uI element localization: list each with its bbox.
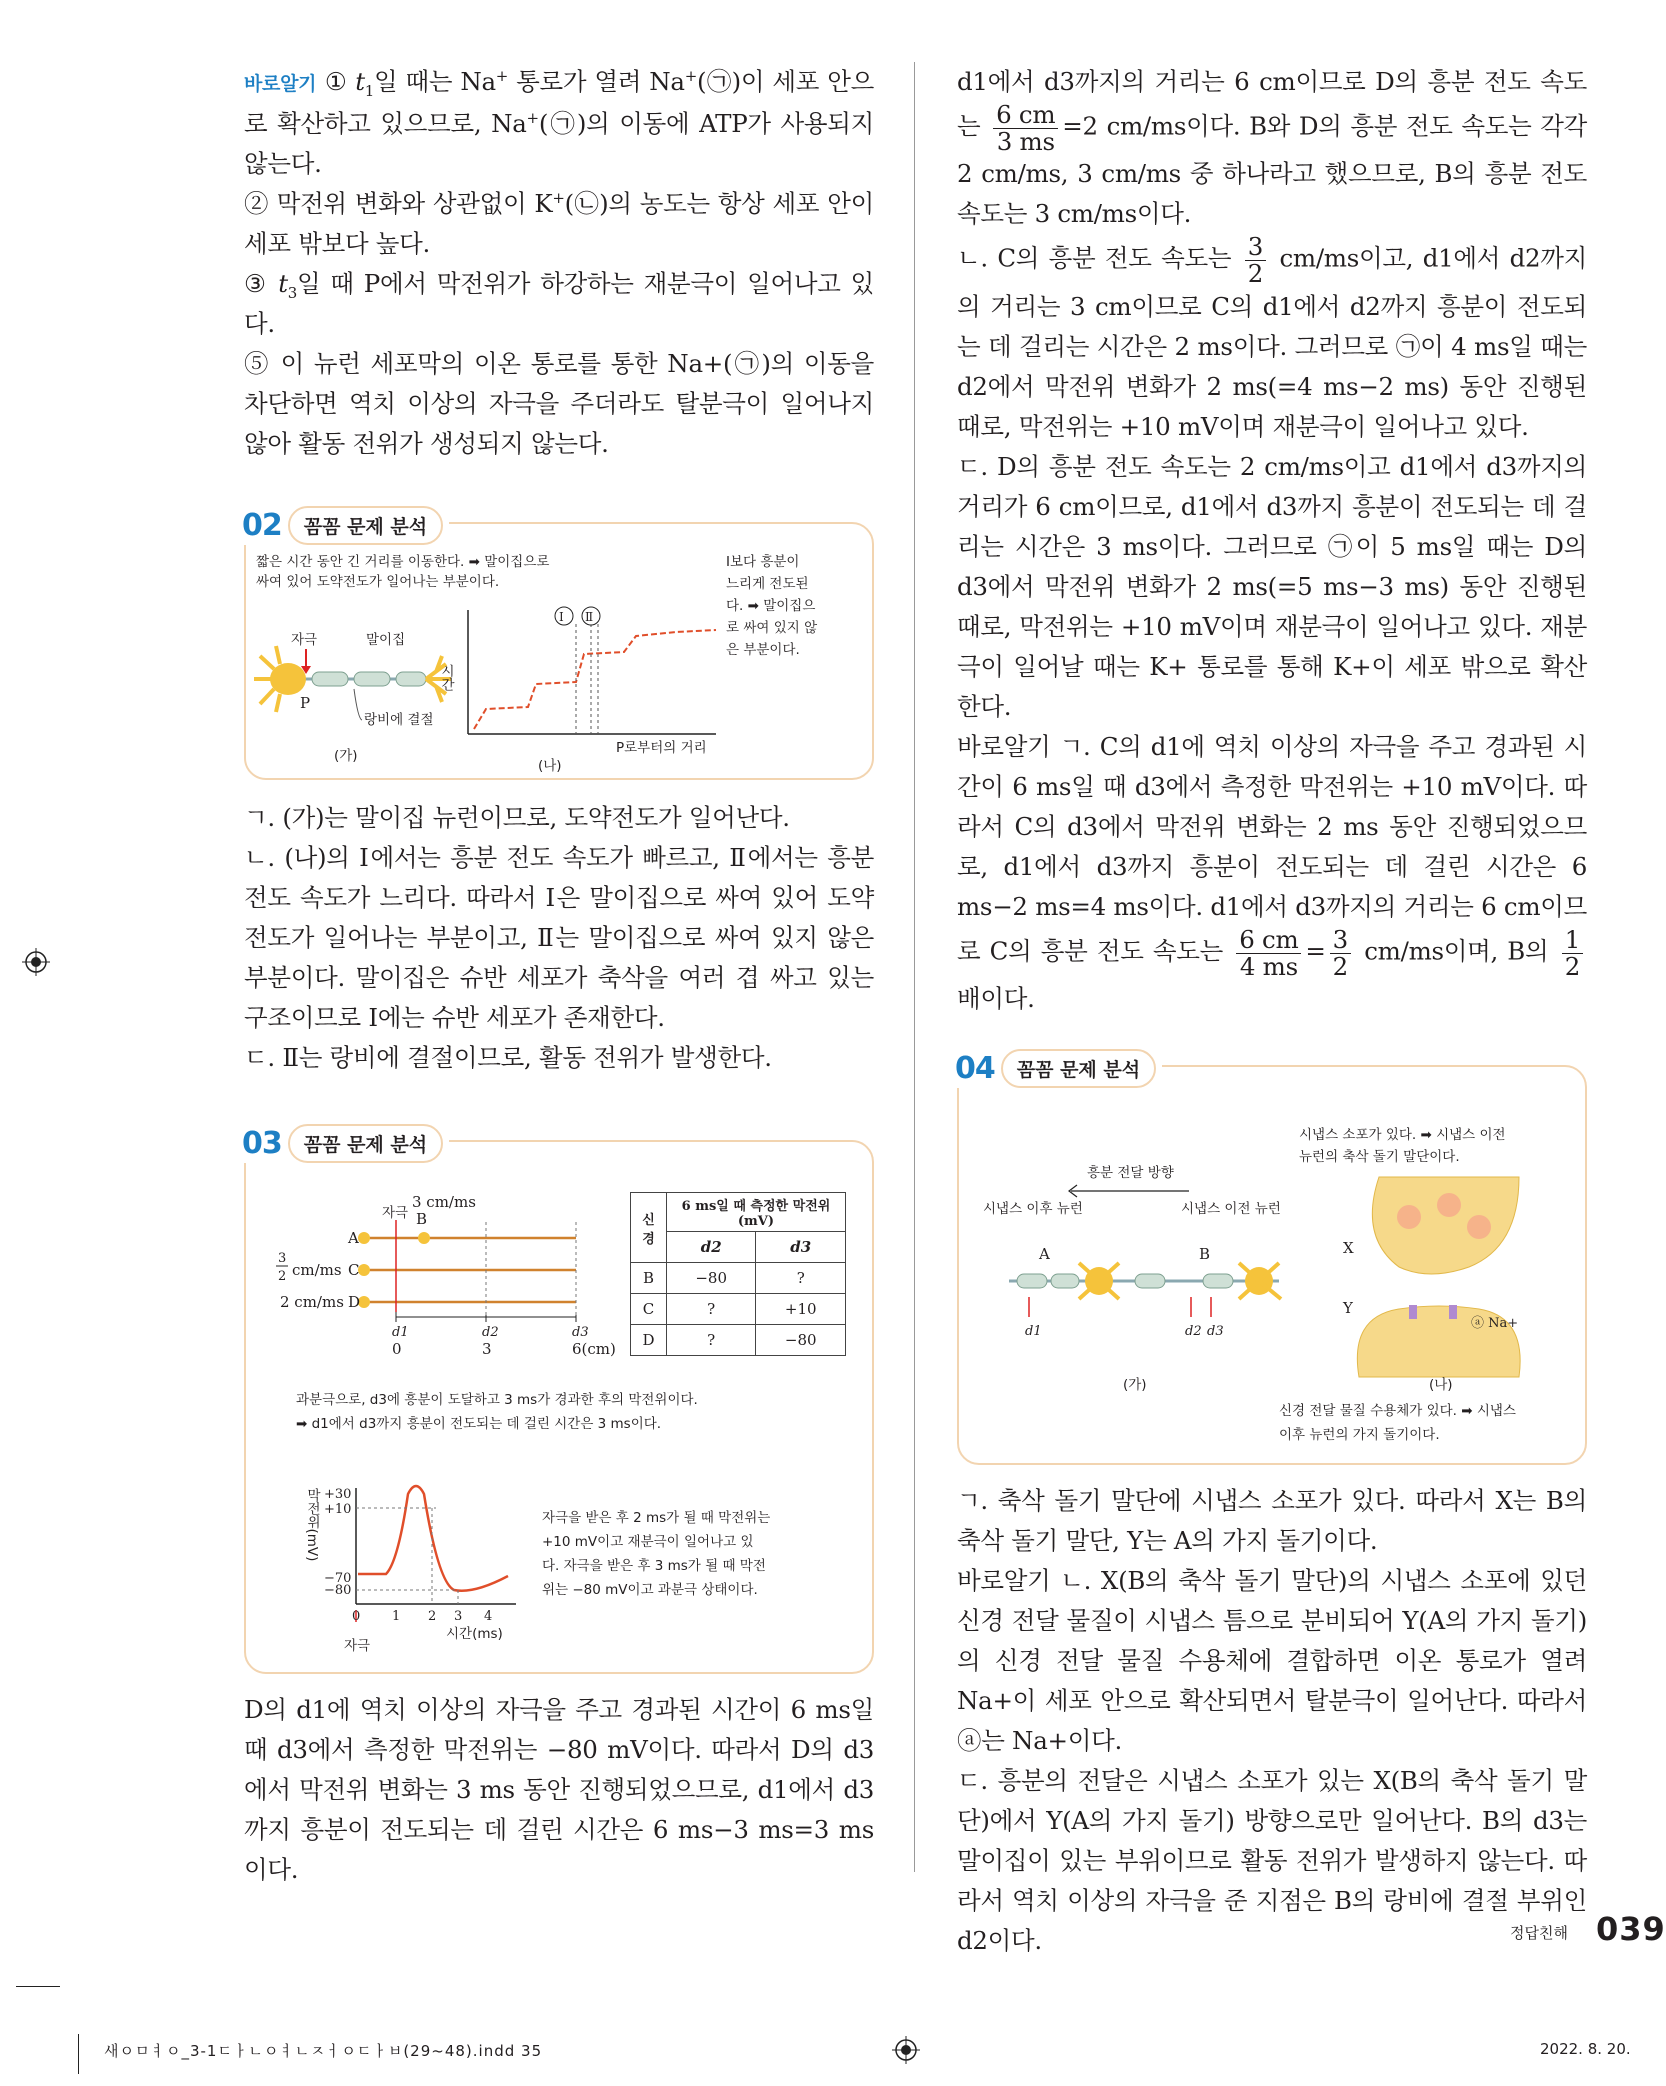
graph-y70: −70	[324, 1571, 352, 1586]
note-receptor-2: 이후 뉴런의 가지 돌기이다.	[1279, 1427, 1440, 1444]
note-vesicle-1: 시냅스 소포가 있다. ➡ 시냅스 이전	[1299, 1127, 1506, 1144]
caption-a: (가)	[334, 748, 358, 764]
note-hyperpolar: 과분극으로, d3에 흥분이 도달하고 3 ms가 경과한 후의 막전위이다.	[296, 1392, 698, 1408]
crop-mark	[16, 1986, 60, 1987]
registration-mark-icon	[892, 2036, 920, 2064]
page-number: 039	[1596, 1910, 1666, 1948]
right-para-1	[957, 62, 1587, 234]
table-row	[631, 1263, 846, 1294]
footer-section: 정답친해	[1510, 1924, 1568, 1942]
graph-xlabel: 시간(ms)	[446, 1626, 503, 1642]
registration-mark-icon	[22, 948, 50, 976]
caption-b: (나)	[1429, 1377, 1453, 1394]
figure-02	[246, 524, 874, 778]
table-cell: ?	[756, 1263, 846, 1294]
label-II: Ⅱ	[585, 610, 594, 624]
answer-02-c: ㄷ. Ⅱ는 랑비에 결절이므로, 활동 전위가 발생한다.	[244, 1043, 772, 1072]
figure-04	[959, 1067, 1587, 1463]
text: 배이다.	[957, 984, 1035, 1014]
column-divider	[914, 62, 915, 1872]
neuron-b-top: B	[416, 1210, 428, 1228]
answer-02-b: ㄴ. (나)의 Ⅰ에서는 흥분 전도 속도가 빠르고, Ⅱ에서는 흥분 전도 속도가 느리다. 따라서 Ⅰ은 말이집으로 싸여 있어 도약전도가 일어나는 부분이고, Ⅱ는 말이집으로 싸여 있지 않은 부분이다. 말이집은 슈반 세포가 축삭을 여러 겹 싸고 있는 구조이므로 Ⅰ에는 슈반 세포가 존재한다.	[244, 843, 874, 1032]
label-x: X	[1343, 1239, 1354, 1258]
note-slow-1: Ⅰ보다 흥분이	[726, 554, 800, 570]
answer-04	[957, 1481, 1587, 1961]
note-slow-4: 로 싸여 있지 않	[726, 620, 818, 636]
caption-a: (가)	[1123, 1377, 1147, 1394]
answer-04-a: ㄱ. 축삭 돌기 말단에 시냅스 소포가 있다. 따라서 X는 B의 축삭 돌기 말단, Y는 A의 가지 돌기이다.	[957, 1486, 1587, 1556]
right-para-3: ㄷ. D의 흥분 전도 속도는 2 cm/ms이고 d1에서 d3까지의 거리가 6 cm이므로, d1에서 d3까지 흥분이 전도되는 데 걸리는 시간은 3 ms이다. 그러므로 ㉠이 5 ms일 때는 D의 d3에서 막전위 변화가 2 ms(=5 ms−3 ms) 동안 진행된 때로, 막전위는 +10 mV이며 재분극이 일어나고 있다. 재분극이 일어날 때는 K+ 통로를 통해 K+이 세포 밖으로 확산한다.	[957, 451, 1587, 721]
axis-0: 0	[392, 1340, 402, 1358]
table-col-d2: d2	[666, 1232, 756, 1263]
note-slow-2: 느리게 전도된	[726, 576, 809, 592]
note-fast-part: 짧은 시간 동안 긴 거리를 이동한다. ➡ 말이집으로	[256, 554, 550, 570]
analysis-box-04	[955, 1051, 1587, 1465]
table-cell: −80	[666, 1263, 756, 1294]
analysis-box-02	[242, 508, 874, 780]
answer-02-a: ㄱ. (가)는 말이집 뉴런이므로, 도약전도가 일어난다.	[244, 803, 790, 832]
neuron-d: D	[348, 1293, 361, 1311]
text: cm/ms이며, B의	[1364, 936, 1549, 966]
table-col-d3: d3	[756, 1232, 846, 1263]
answer-03: D의 d1에 역치 이상의 자극을 주고 경과된 시간이 6 ms일 때 d3에서 측정한 막전위는 −80 mV이다. 따라서 D의 d3에서 막전위 변화는 3 ms 동안 진행되었으므로, d1에서 d3까지 흥분이 전도되는 데 걸린 시간은 6 ms−3 ms=3 ms이다.	[244, 1695, 874, 1884]
text: cm/ms이고, d1에서 d2까지의 거리는 3 cm이므로 C의 d1에서 d2까지 흥분이 전도되는 데 걸리는 시간은 2 ms이다. 그러므로 ㉠이 4 ms일 때는 d2에서 막전위 변화가 2 ms(=4 ms−2 ms) 동안 진행된 때로, 막전위는 +10 mV이며 재분극이 일어나고 있다.	[957, 244, 1588, 441]
label-direction: 흥분 전달 방향	[1087, 1165, 1174, 1182]
fraction: $\frac{6 cm}{4 ms}$	[1236, 927, 1301, 979]
table-row	[631, 1325, 846, 1356]
label-node: 랑비에 결절	[364, 712, 434, 728]
pointer-node	[354, 689, 362, 720]
table-cell: B	[631, 1263, 667, 1294]
label-post-neuron: 시냅스 이후 뉴런	[983, 1201, 1083, 1218]
print-date: 2022. 8. 20.	[1540, 2040, 1631, 2058]
speed-c-unit: cm/ms	[292, 1261, 342, 1279]
graph-note-4: 위는 −80 mV이고 과분극 상태이다.	[542, 1582, 758, 1598]
paragraph: ② 막전위 변화와 상관없이 K+(㉡)의 농도는 항상 세포 안이 세포 밖보다 높다.	[244, 188, 875, 258]
graph-note-2: +10 mV이고 재분극이 일어나고 있	[542, 1534, 754, 1550]
box-title: 꼼꼼 문제 분석	[1001, 1049, 1156, 1088]
two-neuron-illustration	[1009, 1263, 1281, 1317]
right-column	[957, 62, 1587, 1961]
table-cell: ?	[666, 1294, 756, 1325]
note-slow-5: 은 부분이다.	[726, 642, 800, 658]
fraction: $\frac{1}{2}$	[1562, 927, 1583, 979]
mark-d1: d1	[1025, 1324, 1042, 1340]
mark-d2: d2	[482, 1325, 499, 1340]
label-y: Y	[1343, 1299, 1353, 1318]
graph-ylabel: 막전위(mV)	[304, 1488, 320, 1562]
figure-03	[246, 1142, 874, 1672]
table-cell: −80	[756, 1325, 846, 1356]
text: ㄴ. C의 흥분 전도 속도는	[957, 244, 1232, 274]
myelinated-neuron-illustration	[254, 646, 451, 712]
note-receptor-1: 신경 전달 물질 수용체가 있다. ➡ 시냅스	[1279, 1403, 1516, 1420]
text: =	[1305, 936, 1326, 966]
box-title: 꼼꼼 문제 분석	[288, 1124, 443, 1163]
box-number: 02	[242, 508, 282, 543]
speed-c-num: 3	[278, 1251, 287, 1266]
potential-table	[630, 1192, 850, 1362]
graph-y80: −80	[324, 1583, 352, 1598]
left-column	[244, 62, 874, 1890]
graph-x1: 1	[392, 1609, 401, 1624]
fraction: $\frac{6 cm}{3 ms}$	[993, 102, 1058, 154]
graph-y10: +10	[324, 1502, 352, 1517]
right-para-2	[957, 234, 1587, 446]
table-cell: D	[631, 1325, 667, 1356]
axis-3: 3	[482, 1340, 492, 1358]
crop-mark	[78, 2034, 79, 2074]
table-row	[631, 1294, 846, 1325]
note-fast-part-2: 싸여 있어 도약전도가 일어나는 부분이다.	[256, 574, 500, 590]
note-vesicle-2: 뉴런의 축삭 돌기 말단이다.	[1299, 1149, 1460, 1166]
graph-x4: 4	[484, 1609, 493, 1624]
graph-note-1: 자극을 받은 후 2 ms가 될 때 막전위는	[542, 1510, 771, 1526]
note-time: ➡ d1에서 d3까지 흥분이 전도되는 데 걸린 시간은 3 ms이다.	[296, 1416, 662, 1432]
fraction: $\frac{3}{2}$	[1330, 927, 1351, 979]
neuron-a: A	[1039, 1245, 1050, 1264]
speed-c-den: 2	[278, 1269, 287, 1284]
mark-d1: d1	[392, 1325, 409, 1340]
neuron-lines	[358, 1220, 576, 1322]
neuron-c: C	[348, 1261, 360, 1279]
paragraph: ⑤ 이 뉴런 세포막의 이온 통로를 통한 Na+(㉠)의 이동을 차단하면 역치 이상의 자극을 주더라도 탈분극이 일어나지 않아 활동 전위가 생성되지 않는다.	[244, 349, 874, 458]
graph-x2: 2	[428, 1609, 437, 1624]
answer-04-c: ㄷ. 흥분의 전달은 시냅스 소포가 있는 X(B의 축삭 돌기 말단)에서 Y(A의 가지 돌기) 방향으로만 일어난다. B의 d3는 말이집이 있는 부위이므로 활동 전위가 발생하지 않는다. 따라서 역치 이상의 자극을 준 지점은 B의 랑비에 결절 부위인 d2이다.	[957, 1766, 1587, 1956]
answer-02	[244, 798, 874, 1078]
mark-d3: d3	[1207, 1324, 1224, 1340]
table-cell: C	[631, 1294, 667, 1325]
caption-b-visible: (나)	[538, 758, 562, 774]
table-header-nerve: 신경	[631, 1193, 667, 1263]
mark-d2: d2	[1185, 1324, 1202, 1340]
note-slow-3: 다. ➡ 말이집으	[726, 598, 816, 614]
axis-6: 6(cm)	[572, 1340, 616, 1358]
box-number: 04	[955, 1051, 995, 1087]
graph-note-3: 다. 자극을 받은 후 3 ms가 될 때 막전	[542, 1558, 766, 1574]
label-p: P	[300, 694, 311, 712]
text: =2 cm/ms이다. B와 D의 흥분 전도 속도는 각각 2 cm/ms, 3 cm/ms 중 하나라고 했으므로, B의 흥분 전도 속도는 3 cm/ms이다.	[957, 111, 1588, 229]
speed-d: 2 cm/ms	[280, 1293, 344, 1311]
answer-01-correction: 바로알기 ① $t_1$일 때는 Na+ 통로가 열려 Na+(㉠)이 세포 안으로 확산하고 있으므로, Na+(㉠)의 이동에 ATP가 사용되지 않는다.	[244, 66, 874, 178]
label-na: ⓐ Na+	[1471, 1316, 1519, 1332]
graph-x0: 0	[352, 1609, 361, 1624]
fraction: $\frac{3}{2}$	[1245, 234, 1266, 286]
analysis-box-03	[242, 1126, 874, 1674]
action-potential-graph	[356, 1486, 516, 1622]
synapse-illustration	[1357, 1177, 1520, 1377]
answer-04-b: 바로알기 ㄴ. X(B의 축삭 돌기 말단)의 시냅스 소포에 있던 신경 전달 물질이 시냅스 틈으로 분비되어 Y(A의 가지 돌기)의 신경 전달 물질 수용체에 결합하면 이온 통로가 열려 Na+이 세포 안으로 확산되면서 탈분극이 일어난다. 따라서 ⓐ는 Na+이다.	[957, 1566, 1587, 1756]
graph-xlabel: P로부터의 거리	[616, 740, 707, 756]
time-distance-graph	[468, 607, 716, 734]
graph-x3: 3	[454, 1609, 463, 1624]
neuron-a: A	[348, 1229, 359, 1247]
right-para-4	[957, 727, 1587, 1019]
graph-stimulus: 자극	[344, 1638, 371, 1654]
speed-b: 3 cm/ms	[412, 1193, 476, 1211]
text: d1에서 d3까지의 거리는 6 cm이므로 D의 흥분 전도 속도는	[957, 67, 1587, 141]
table-cell: ?	[666, 1325, 756, 1356]
box-number: 03	[242, 1126, 282, 1161]
graph-ylabel: 시간	[438, 664, 454, 691]
table-cell: +10	[756, 1294, 846, 1325]
box-title: 꼼꼼 문제 분석	[288, 506, 443, 545]
label-pre-neuron: 시냅스 이전 뉴런	[1181, 1201, 1281, 1218]
paragraph: ③ $t_3$일 때 P에서 막전위가 하강하는 재분극이 일어나고 있다.	[244, 269, 875, 338]
table-header-potential: 6 ms일 때 측정한 막전위(mV)	[666, 1193, 845, 1232]
mark-d3: d3	[572, 1325, 589, 1340]
neuron-b: B	[1199, 1245, 1211, 1264]
label-myelin: 말이집	[366, 632, 406, 648]
label-I: Ⅰ	[559, 610, 564, 624]
label-stimulus: 자극	[382, 1205, 409, 1221]
file-name: 새ㅇㅁㅕㅇ_3-1ㄷㅏㄴㅇㅕㄴㅈㅓㅇㄷㅏㅂ(29~48).indd 35	[104, 2042, 543, 2060]
graph-y30: +30	[324, 1487, 352, 1502]
label-stimulus: 자극	[291, 632, 318, 648]
text: 바로알기 ㄱ. C의 d1에 역치 이상의 자극을 주고 경과된 시간이 6 ms일 때 d3에서 측정한 막전위는 +10 mV이다. 따라서 C의 d3에서 막전위 변화는 2 ms 동안 진행되었으므로, d1에서 d3까지 흥분이 전도되는 데 걸린 시간은 6 ms−2 ms=4 ms이다. d1에서 d3까지의 거리는 6 cm이므로 C의 흥분 전도 속도는	[957, 731, 1587, 966]
